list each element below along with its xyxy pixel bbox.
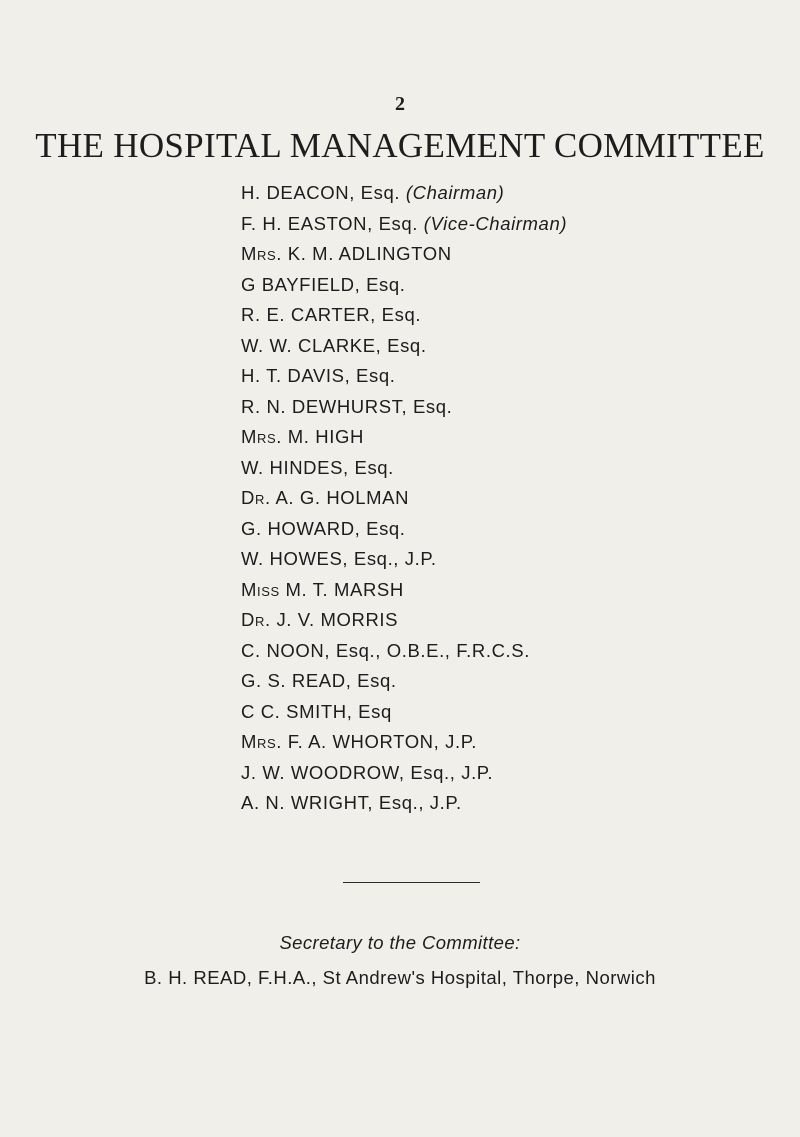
member-name: K. M. ADLINGTON — [287, 243, 452, 264]
page-title: THE HOSPITAL MANAGEMENT COMMITTEE — [35, 126, 765, 165]
member-name: G. HOWARD, Esq. — [241, 517, 406, 539]
member-name: A. G. HOLMAN — [275, 487, 410, 508]
page-number: 2 — [395, 93, 405, 115]
committee-member — [241, 575, 567, 606]
committee-member — [241, 514, 567, 545]
member-name: G BAYFIELD, Esq. — [241, 273, 406, 295]
member-title-prefix: Dr. — [241, 487, 271, 508]
section-divider — [343, 882, 480, 883]
member-name: W. W. CLARKE, Esq. — [241, 334, 427, 356]
member-title-prefix: Mrs. — [241, 731, 283, 752]
member-name: H. DEACON, Esq. — [241, 182, 401, 203]
committee-member — [241, 483, 567, 514]
member-name: R. E. CARTER, Esq. — [241, 304, 422, 325]
member-title-prefix: Mrs. — [241, 243, 283, 264]
committee-member — [241, 239, 567, 270]
secretary-label: Secretary to the Committee: — [279, 932, 521, 953]
committee-member — [241, 178, 567, 209]
committee-member — [241, 666, 567, 697]
member-name: W. HINDES, Esq. — [241, 456, 394, 478]
committee-member — [241, 270, 567, 301]
member-name: A. N. WRIGHT, Esq., J.P. — [241, 792, 462, 813]
member-name: J. W. WOODROW, Esq., J.P. — [241, 761, 494, 783]
committee-member — [241, 422, 567, 453]
member-name: C. NOON, Esq., O.B.E., F.R.C.S. — [241, 639, 530, 661]
member-role: (Chairman) — [405, 182, 505, 203]
member-name: W. HOWES, Esq., J.P. — [241, 548, 437, 569]
committee-member — [241, 361, 567, 392]
member-title-prefix: Mrs. — [241, 426, 283, 447]
member-name: M. T. MARSH — [285, 578, 404, 600]
member-name: M. HIGH — [287, 426, 364, 447]
member-name: R. N. DEWHURST, Esq. — [241, 395, 453, 417]
member-role: (Vice-Chairman) — [423, 212, 568, 234]
committee-member — [241, 209, 567, 240]
committee-member — [241, 300, 567, 331]
committee-member — [241, 392, 567, 423]
member-name: J. V. MORRIS — [276, 609, 399, 630]
member-title-prefix: Dr. — [241, 609, 271, 630]
committee-member — [241, 605, 567, 636]
committee-member — [241, 453, 567, 484]
committee-member — [241, 544, 567, 575]
member-name: F. H. EASTON, Esq. — [241, 212, 419, 234]
secretary-name: B. H. READ, F.H.A., St Andrew's Hospital, Thorpe, Norwich — [144, 967, 656, 988]
committee-member — [241, 758, 567, 789]
committee-member — [241, 697, 567, 728]
committee-member — [241, 636, 567, 667]
member-title-prefix: Miss — [241, 578, 280, 600]
committee-member — [241, 788, 567, 819]
committee-member-list — [241, 178, 567, 819]
member-name: C C. SMITH, Esq — [241, 700, 392, 722]
committee-member — [241, 331, 567, 362]
member-name: F. A. WHORTON, J.P. — [287, 731, 478, 752]
committee-member — [241, 727, 567, 758]
member-name: G. S. READ, Esq. — [241, 670, 397, 691]
member-name: H. T. DAVIS, Esq. — [241, 365, 396, 386]
